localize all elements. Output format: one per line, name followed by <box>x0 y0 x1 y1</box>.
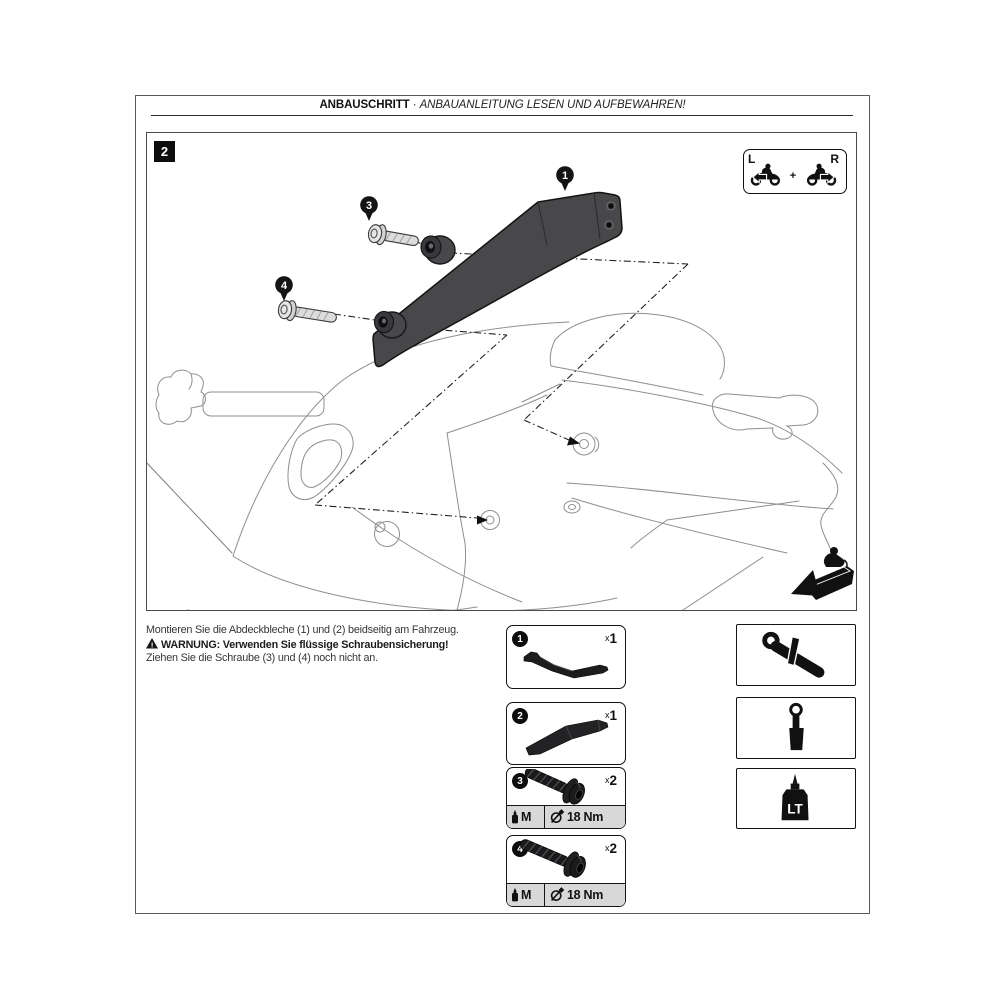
arrow-rear-hole <box>567 437 580 446</box>
motorcycle-left-icon <box>752 164 779 185</box>
part-4-badge: 4 <box>512 841 528 857</box>
part-box-4 <box>506 835 626 907</box>
torque-cell: 18 Nm <box>545 806 603 828</box>
manual-page <box>135 95 870 914</box>
cover-plate-part <box>373 193 622 367</box>
callout-1 <box>556 166 574 191</box>
title-note: ANBAUANLEITUNG LESEN UND AUFBEWAHREN! <box>419 99 686 111</box>
motorcycle-right-icon <box>808 164 835 185</box>
screw-4-diagram <box>277 299 338 328</box>
bushing-outline <box>375 522 400 547</box>
instruction-line-1: Montieren Sie die Abdeckbleche (1) und (2) beidseitig am Fahrzeug. <box>146 624 459 636</box>
screw-3-diagram <box>367 223 420 251</box>
left-right-indicator <box>743 149 847 194</box>
seat-outline <box>555 313 724 379</box>
threadlocker-label: LT <box>787 800 803 816</box>
instruction-line-3: Ziehen Sie die Schraube (3) und (4) noch nicht an. <box>146 652 378 665</box>
part-2-qty: x1 <box>604 708 617 723</box>
part-box-2 <box>506 702 626 765</box>
callout-3-number: 3 <box>365 200 373 212</box>
part-3-qty: x2 <box>604 773 617 788</box>
part-2-badge: 2 <box>512 708 528 724</box>
page-title: ANBAUSCHRITT · ANBAUANLEITUNG LESEN UND AUFBEWAHREN! <box>319 99 686 111</box>
mounting-hole-rear <box>573 433 599 455</box>
threadlocker-bottle-icon <box>744 772 848 826</box>
diagram-panel <box>146 132 857 611</box>
torque-icon <box>549 887 565 903</box>
threadlock-cell: M <box>507 806 545 828</box>
left-label: L <box>748 152 756 166</box>
callout-3 <box>360 196 378 221</box>
part-2-image <box>514 713 618 761</box>
svg-text:+: + <box>789 170 797 182</box>
step-number-badge: 2 <box>154 141 175 162</box>
side-pocket-outline <box>288 424 353 499</box>
part-3-badge: 3 <box>512 773 528 789</box>
callout-4 <box>275 276 293 301</box>
arrow-front-hole <box>477 516 488 525</box>
part-box-3 <box>506 767 626 829</box>
exploded-view-diagram <box>147 133 856 610</box>
bit-wrench-icon <box>744 628 848 682</box>
threadlock-cell: M <box>507 884 545 906</box>
header-rule <box>151 115 853 116</box>
motorcycle-outline <box>147 313 842 610</box>
instruction-text <box>146 624 518 666</box>
part-3-spec-bar <box>507 805 625 828</box>
viewing-direction-icon <box>791 547 854 600</box>
part-1-badge: 1 <box>512 631 528 647</box>
part-3-image <box>514 769 618 807</box>
bodywork-line <box>233 322 569 556</box>
tool-box-bit-wrench <box>736 624 856 686</box>
part-4-spec-bar <box>507 883 625 906</box>
tool-box-threadlocker <box>736 768 856 829</box>
title-step-word: ANBAUSCHRITT <box>319 99 410 111</box>
svg-text:!: ! <box>150 639 154 649</box>
warning-line: ! WARNUNG: Verwenden Sie flüssige Schraubensicherung! <box>146 638 518 653</box>
handlebar-switch-outline <box>156 370 206 424</box>
part-box-1 <box>506 625 626 689</box>
torque-icon <box>549 809 565 825</box>
threadlocker-icon <box>511 888 519 902</box>
warning-icon <box>146 638 158 649</box>
left-right-motorcycles <box>744 150 843 190</box>
part-1-qty: x1 <box>604 631 617 646</box>
tool-box-torque-wrench <box>736 697 856 759</box>
handlebar-grip-outline <box>203 392 324 416</box>
threadlocker-icon <box>511 810 519 824</box>
grab-handle-outline <box>712 394 817 439</box>
callout-4-number: 4 <box>280 280 288 292</box>
torque-cell: 18 Nm <box>545 884 603 906</box>
right-label: R <box>830 152 839 166</box>
plate-bushing-upper <box>421 236 455 264</box>
part-1-image <box>514 640 618 684</box>
part-4-image <box>514 838 618 884</box>
torque-wrench-icon <box>744 701 848 755</box>
part-4-qty: x2 <box>604 841 617 856</box>
callout-1-number: 1 <box>561 170 569 182</box>
